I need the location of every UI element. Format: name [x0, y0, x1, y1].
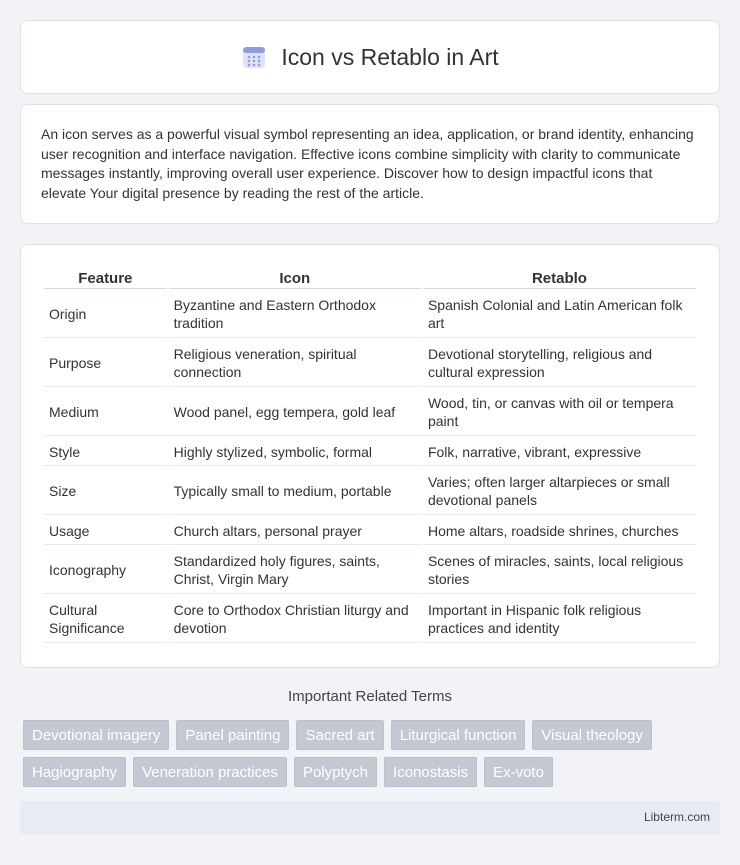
comparison-card [20, 244, 720, 668]
tag-sacred-art[interactable]: Sacred art [296, 720, 383, 750]
table-cell: Highly stylized, symbolic, formal [169, 438, 421, 466]
table-cell: Medium [44, 389, 167, 436]
table-cell: Religious veneration, spiritual connection [169, 340, 421, 387]
tag-veneration-practices[interactable]: Veneration practices [133, 757, 287, 787]
intro-text: An icon serves as a powerful visual symbol representing an idea, application, or brand identity, enhancing user recognition and interface navigation. Effective icons combine simplicity with clarity to communicate messages instantly, improving overall user experience. Discover how to design impactful icons that elevate Your digital presence by reading the rest of the article. [41, 126, 694, 201]
table-cell: Home altars, roadside shrines, churches [423, 517, 696, 545]
header-icon: Icon [169, 267, 421, 289]
table-cell: Byzantine and Eastern Orthodox tradition [169, 291, 421, 338]
table-cell: Important in Hispanic folk religious practices and identity [423, 596, 696, 643]
table-cell: Origin [44, 291, 167, 338]
related-terms-tags [23, 720, 723, 794]
tag-devotional-imagery[interactable]: Devotional imagery [23, 720, 169, 750]
table-row [44, 547, 696, 594]
page-title: Icon vs Retablo in Art [281, 43, 499, 70]
table-row [44, 291, 696, 338]
table-cell: Wood panel, egg tempera, gold leaf [169, 389, 421, 436]
table-row [44, 340, 696, 387]
tag-row [23, 757, 723, 787]
footer [20, 801, 720, 834]
table-cell: Purpose [44, 340, 167, 387]
table-cell: Typically small to medium, portable [169, 468, 421, 515]
tag-panel-painting[interactable]: Panel painting [176, 720, 289, 750]
table-header-row [44, 267, 696, 289]
table-cell: Wood, tin, or canvas with oil or tempera paint [423, 389, 696, 436]
table-cell: Usage [44, 517, 167, 545]
related-terms-title: Important Related Terms [288, 688, 452, 705]
header-retablo: Retablo [423, 267, 696, 289]
footer-site-link[interactable]: Libterm.com [643, 810, 710, 824]
table-cell: Scenes of miracles, saints, local religious stories [423, 547, 696, 594]
title-card [20, 20, 720, 94]
tag-ex-voto[interactable]: Ex-voto [484, 757, 553, 787]
tag-visual-theology[interactable]: Visual theology [532, 720, 651, 750]
table-cell: Style [44, 438, 167, 466]
table-row [44, 517, 696, 545]
comparison-table [42, 265, 698, 645]
table-row [44, 389, 696, 436]
table-cell: Core to Orthodox Christian liturgy and devotion [169, 596, 421, 643]
table-row [44, 596, 696, 643]
table-cell: Folk, narrative, vibrant, expressive [423, 438, 696, 466]
intro-card [20, 104, 720, 224]
table-cell: Iconography [44, 547, 167, 594]
tag-liturgical-function[interactable]: Liturgical function [391, 720, 526, 750]
table-cell: Varies; often larger altarpieces or small devotional panels [423, 468, 696, 515]
table-cell: Church altars, personal prayer [169, 517, 421, 545]
table-cell: Devotional storytelling, religious and cultural expression [423, 340, 696, 387]
header-feature: Feature [44, 267, 167, 289]
table-row [44, 438, 696, 466]
calendar-grid-icon [241, 44, 267, 70]
table-cell: Standardized holy figures, saints, Christ, Virgin Mary [169, 547, 421, 594]
tag-iconostasis[interactable]: Iconostasis [384, 757, 477, 787]
table-cell: Size [44, 468, 167, 515]
tag-row [23, 720, 723, 750]
table-cell: Spanish Colonial and Latin American folk art [423, 291, 696, 338]
tag-hagiography[interactable]: Hagiography [23, 757, 126, 787]
tag-polyptych[interactable]: Polyptych [294, 757, 377, 787]
table-row [44, 468, 696, 515]
table-cell: Cultural Significance [44, 596, 167, 643]
